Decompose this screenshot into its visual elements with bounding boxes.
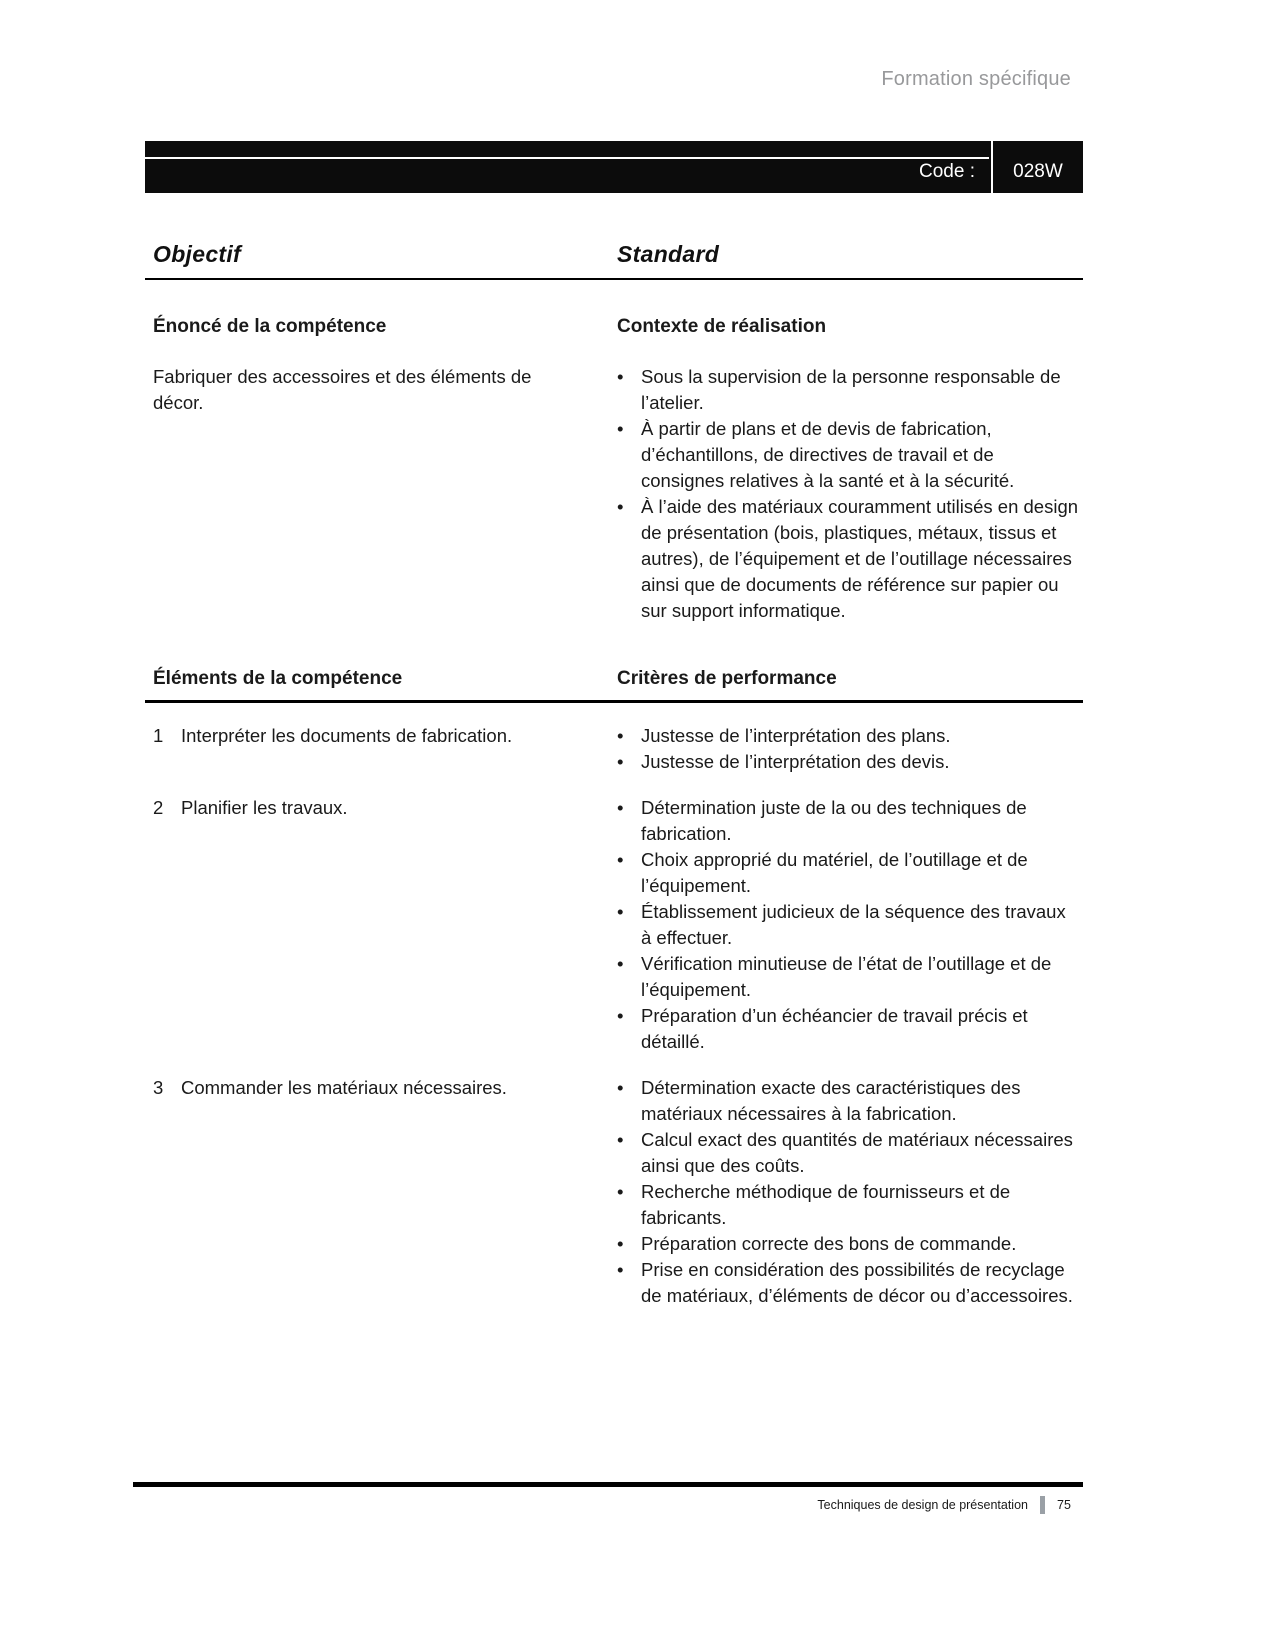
contexte-bullet-list [617, 364, 1079, 624]
element-text: Commander les matériaux nécessaires. [181, 1077, 507, 1098]
element-cell [145, 795, 617, 1055]
competence-row [145, 723, 1083, 775]
column-title-objectif: Objectif [153, 241, 242, 267]
bullet-item [617, 1231, 1079, 1257]
page-content [145, 0, 1083, 1309]
bullet-text: Sous la supervision de la personne responsable de l’atelier. [641, 366, 1061, 413]
column-titles [145, 241, 1083, 280]
bullet-item [617, 899, 1079, 951]
bullet-item [617, 1075, 1079, 1127]
code-label: Code : [919, 161, 975, 182]
bullet-text: Prise en considération des possibilités de recyclage de matériaux, d’éléments de décor ou d’accessoires. [641, 1259, 1073, 1306]
bullet-icon: • [617, 901, 624, 922]
element-cell [145, 1075, 617, 1309]
bullet-icon: • [617, 1129, 624, 1150]
footer-separator-bar [1040, 1496, 1045, 1514]
element-text: Planifier les travaux. [181, 797, 348, 818]
bullet-icon: • [617, 751, 624, 772]
element-cell [145, 723, 617, 775]
bullet-icon: • [617, 418, 624, 439]
section-enonce-contexte [145, 316, 1083, 624]
page-footer [133, 1482, 1083, 1514]
enonce-heading: Énoncé de la compétence [153, 316, 387, 337]
section-elements-criteres-header [145, 668, 1083, 703]
enonce-text: Fabriquer des accessoires et des éléments de décor. [153, 366, 532, 413]
bullet-icon: • [617, 1181, 624, 1202]
running-head: Formation spécifique [881, 68, 1071, 90]
bullet-text: À partir de plans et de devis de fabrication, d’échantillons, de directives de travail et de consignes relatives à la santé et à la sécurité. [641, 418, 1015, 491]
bullet-icon: • [617, 366, 624, 387]
element-text: Interpréter les documents de fabrication. [181, 725, 513, 746]
bullet-item [617, 795, 1079, 847]
bullet-icon: • [617, 1005, 624, 1026]
element-number: 1 [153, 725, 164, 746]
bullet-item [617, 1179, 1079, 1231]
bullet-text: Recherche méthodique de fournisseurs et de fabricants. [641, 1181, 1011, 1228]
bullet-item [617, 847, 1079, 899]
bullet-item [617, 1003, 1079, 1055]
bullet-item [617, 723, 1079, 749]
bullet-text: Préparation d’un échéancier de travail précis et détaillé. [641, 1005, 1028, 1052]
footer-doc-title: Techniques de design de présentation [817, 1498, 1028, 1512]
contexte-heading: Contexte de réalisation [617, 316, 827, 337]
footer-page-number: 75 [1057, 1498, 1071, 1512]
bullet-item [617, 416, 1079, 494]
bullet-text: Vérification minutieuse de l’état de l’outillage et de l’équipement. [641, 953, 1052, 1000]
criteria-cell [617, 795, 1083, 1055]
bullet-item [617, 749, 1079, 775]
bullet-item [617, 1257, 1079, 1309]
bullet-icon: • [617, 1077, 624, 1098]
bullet-text: Justesse de l’interprétation des plans. [641, 725, 951, 746]
footer-rule [133, 1482, 1083, 1487]
bullet-text: Calcul exact des quantités de matériaux nécessaires ainsi que des coûts. [641, 1129, 1073, 1176]
code-bar [145, 141, 1083, 193]
element-number: 2 [153, 797, 164, 818]
bullet-item [617, 494, 1079, 624]
bullet-text: À l’aide des matériaux couramment utilisés en design de présentation (bois, plastiques, métaux, tissus et autres), de l’équipement et de l’outillage nécessaires ainsi que de documents de référence sur papier ou sur support informatique. [641, 496, 1079, 621]
bullet-item [617, 364, 1079, 416]
contexte-column [617, 316, 1083, 624]
competence-row [145, 795, 1083, 1055]
bullet-icon: • [617, 725, 624, 746]
bullet-text: Préparation correcte des bons de commande. [641, 1233, 1017, 1254]
bullet-item [617, 1127, 1079, 1179]
element-number: 3 [153, 1077, 164, 1098]
competence-row [145, 1075, 1083, 1309]
bullet-icon: • [617, 1259, 624, 1280]
criteres-heading: Critères de performance [617, 668, 837, 689]
elements-heading: Éléments de la compétence [153, 668, 403, 689]
bullet-item [617, 951, 1079, 1003]
bullet-icon: • [617, 953, 624, 974]
bullet-icon: • [617, 797, 624, 818]
column-title-standard: Standard [617, 241, 720, 267]
bullet-text: Détermination exacte des caractéristiques des matériaux nécessaires à la fabrication. [641, 1077, 1021, 1124]
bullet-icon: • [617, 849, 624, 870]
criteria-cell [617, 723, 1083, 775]
bullet-icon: • [617, 496, 624, 517]
bullet-text: Choix approprié du matériel, de l’outillage et de l’équipement. [641, 849, 1028, 896]
bullet-text: Détermination juste de la ou des techniques de fabrication. [641, 797, 1027, 844]
enonce-column [145, 316, 617, 624]
bullet-text: Établissement judicieux de la séquence des travaux à effectuer. [641, 901, 1066, 948]
bullet-text: Justesse de l’interprétation des devis. [641, 751, 950, 772]
code-value: 028W [991, 141, 1083, 193]
criteria-cell [617, 1075, 1083, 1309]
bullet-icon: • [617, 1233, 624, 1254]
footer-row [133, 1496, 1083, 1514]
code-bar-divider-line [145, 157, 989, 159]
